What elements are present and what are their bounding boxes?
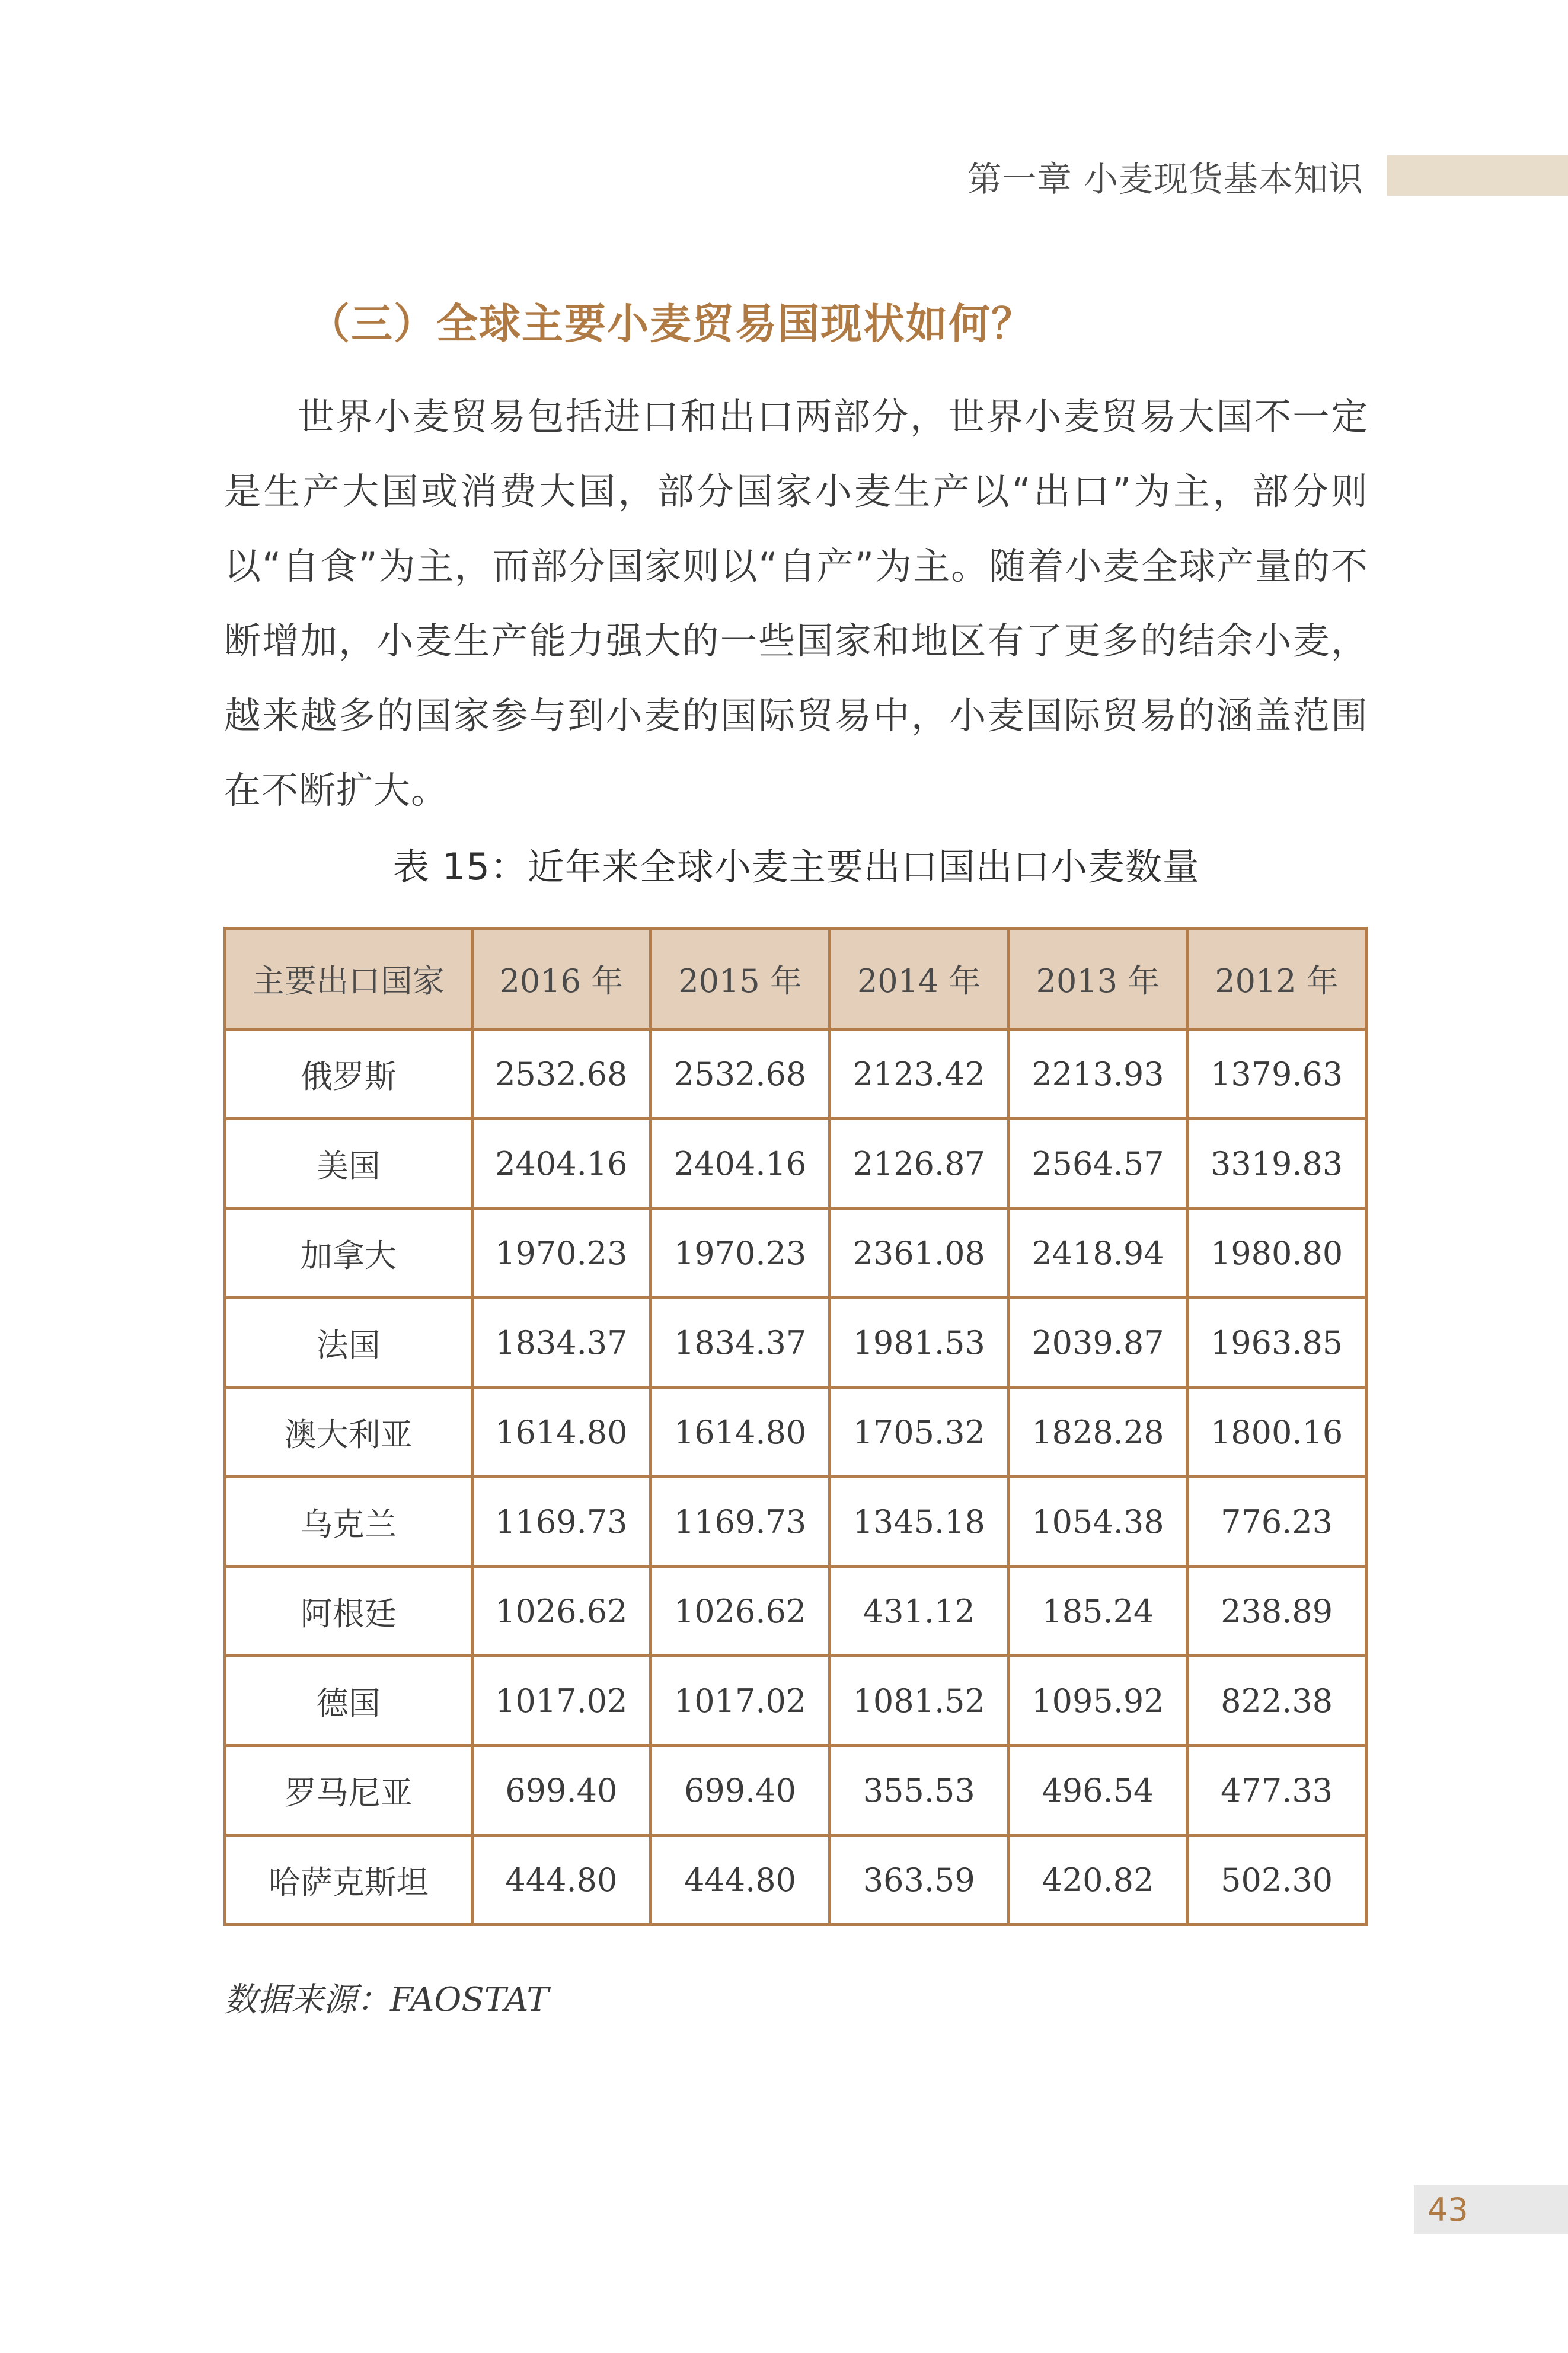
value-cell: 1834.37 (651, 1298, 830, 1388)
value-cell: 3319.83 (1187, 1119, 1366, 1209)
table-row (225, 1656, 1366, 1746)
value-cell: 1017.02 (651, 1656, 830, 1746)
header-year-2013: 2013 年 (1008, 929, 1187, 1029)
value-cell: 1081.52 (829, 1656, 1008, 1746)
value-cell: 699.40 (472, 1746, 651, 1835)
value-cell: 1379.63 (1187, 1029, 1366, 1119)
page-number: 43 (1428, 2191, 1468, 2228)
value-cell: 2213.93 (1008, 1029, 1187, 1119)
header-accent-bar (1387, 155, 1568, 196)
country-cell: 法国 (225, 1298, 472, 1388)
value-cell: 1054.38 (1008, 1477, 1187, 1567)
table-header-row (225, 929, 1366, 1029)
header-year-2016: 2016 年 (472, 929, 651, 1029)
value-cell: 1095.92 (1008, 1656, 1187, 1746)
value-cell: 1828.28 (1008, 1388, 1187, 1477)
table-row (225, 1567, 1366, 1656)
value-cell: 2123.42 (829, 1029, 1008, 1119)
country-cell: 美国 (225, 1119, 472, 1209)
country-cell: 加拿大 (225, 1209, 472, 1298)
country-cell: 俄罗斯 (225, 1029, 472, 1119)
value-cell: 1026.62 (651, 1567, 830, 1656)
country-cell: 哈萨克斯坦 (225, 1835, 472, 1925)
value-cell: 2404.16 (472, 1119, 651, 1209)
country-cell: 乌克兰 (225, 1477, 472, 1567)
section-heading: （三）全球主要小麦贸易国现状如何？ (308, 299, 1034, 348)
table-row (225, 1029, 1366, 1119)
country-cell: 德国 (225, 1656, 472, 1746)
header-country: 主要出口国家 (225, 929, 472, 1029)
value-cell: 1614.80 (472, 1388, 651, 1477)
value-cell: 2039.87 (1008, 1298, 1187, 1388)
value-cell: 2564.57 (1008, 1119, 1187, 1209)
value-cell: 2532.68 (472, 1029, 651, 1119)
value-cell: 1981.53 (829, 1298, 1008, 1388)
value-cell: 776.23 (1187, 1477, 1366, 1567)
table-row (225, 1209, 1366, 1298)
value-cell: 444.80 (651, 1835, 830, 1925)
value-cell: 1980.80 (1187, 1209, 1366, 1298)
header-year-2012: 2012 年 (1187, 929, 1366, 1029)
value-cell: 477.33 (1187, 1746, 1366, 1835)
table-row (225, 1298, 1366, 1388)
value-cell: 2404.16 (651, 1119, 830, 1209)
data-source-note: 数据来源：FAOSTAT (224, 1981, 549, 2019)
value-cell: 1345.18 (829, 1477, 1008, 1567)
value-cell: 1169.73 (651, 1477, 830, 1567)
country-cell: 罗马尼亚 (225, 1746, 472, 1835)
table-row (225, 1388, 1366, 1477)
value-cell: 1970.23 (472, 1209, 651, 1298)
value-cell: 420.82 (1008, 1835, 1187, 1925)
value-cell: 238.89 (1187, 1567, 1366, 1656)
table-row (225, 1119, 1366, 1209)
value-cell: 1614.80 (651, 1388, 830, 1477)
value-cell: 699.40 (651, 1746, 830, 1835)
value-cell: 1026.62 (472, 1567, 651, 1656)
value-cell: 2418.94 (1008, 1209, 1187, 1298)
value-cell: 1834.37 (472, 1298, 651, 1388)
value-cell: 355.53 (829, 1746, 1008, 1835)
value-cell: 1169.73 (472, 1477, 651, 1567)
value-cell: 2532.68 (651, 1029, 830, 1119)
header-year-2014: 2014 年 (829, 929, 1008, 1029)
value-cell: 1970.23 (651, 1209, 830, 1298)
table-row (225, 1835, 1366, 1925)
country-cell: 澳大利亚 (225, 1388, 472, 1477)
value-cell: 2361.08 (829, 1209, 1008, 1298)
value-cell: 1963.85 (1187, 1298, 1366, 1388)
value-cell: 185.24 (1008, 1567, 1187, 1656)
running-header-chapter-title: 第一章 小麦现货基本知识 (967, 159, 1363, 199)
value-cell: 1705.32 (829, 1388, 1008, 1477)
value-cell: 1017.02 (472, 1656, 651, 1746)
value-cell: 1800.16 (1187, 1388, 1366, 1477)
value-cell: 444.80 (472, 1835, 651, 1925)
value-cell: 363.59 (829, 1835, 1008, 1925)
body-paragraph: 世界小麦贸易包括进口和出口两部分，世界小麦贸易大国不一定是生产大国或消费大国，部分国家小麦生产以“出口”为主，部分则以“自食”为主，而部分国家则以“自产”为主。随着小麦全球产量的不断增加，小麦生产能力强大的一些国家和地区有了更多的结余小麦，越来越多的国家参与到小麦的国际贸易中，小麦国际贸易的涵盖范围在不断扩大。 (224, 395, 1368, 812)
value-cell: 502.30 (1187, 1835, 1366, 1925)
header-year-2015: 2015 年 (651, 929, 830, 1029)
value-cell: 2126.87 (829, 1119, 1008, 1209)
wheat-export-table (223, 927, 1368, 1926)
table-row (225, 1746, 1366, 1835)
table-caption: 表 15：近年来全球小麦主要出口国出口小麦数量 (392, 845, 1200, 888)
country-cell: 阿根廷 (225, 1567, 472, 1656)
table-row (225, 1477, 1366, 1567)
value-cell: 822.38 (1187, 1656, 1366, 1746)
value-cell: 496.54 (1008, 1746, 1187, 1835)
value-cell: 431.12 (829, 1567, 1008, 1656)
